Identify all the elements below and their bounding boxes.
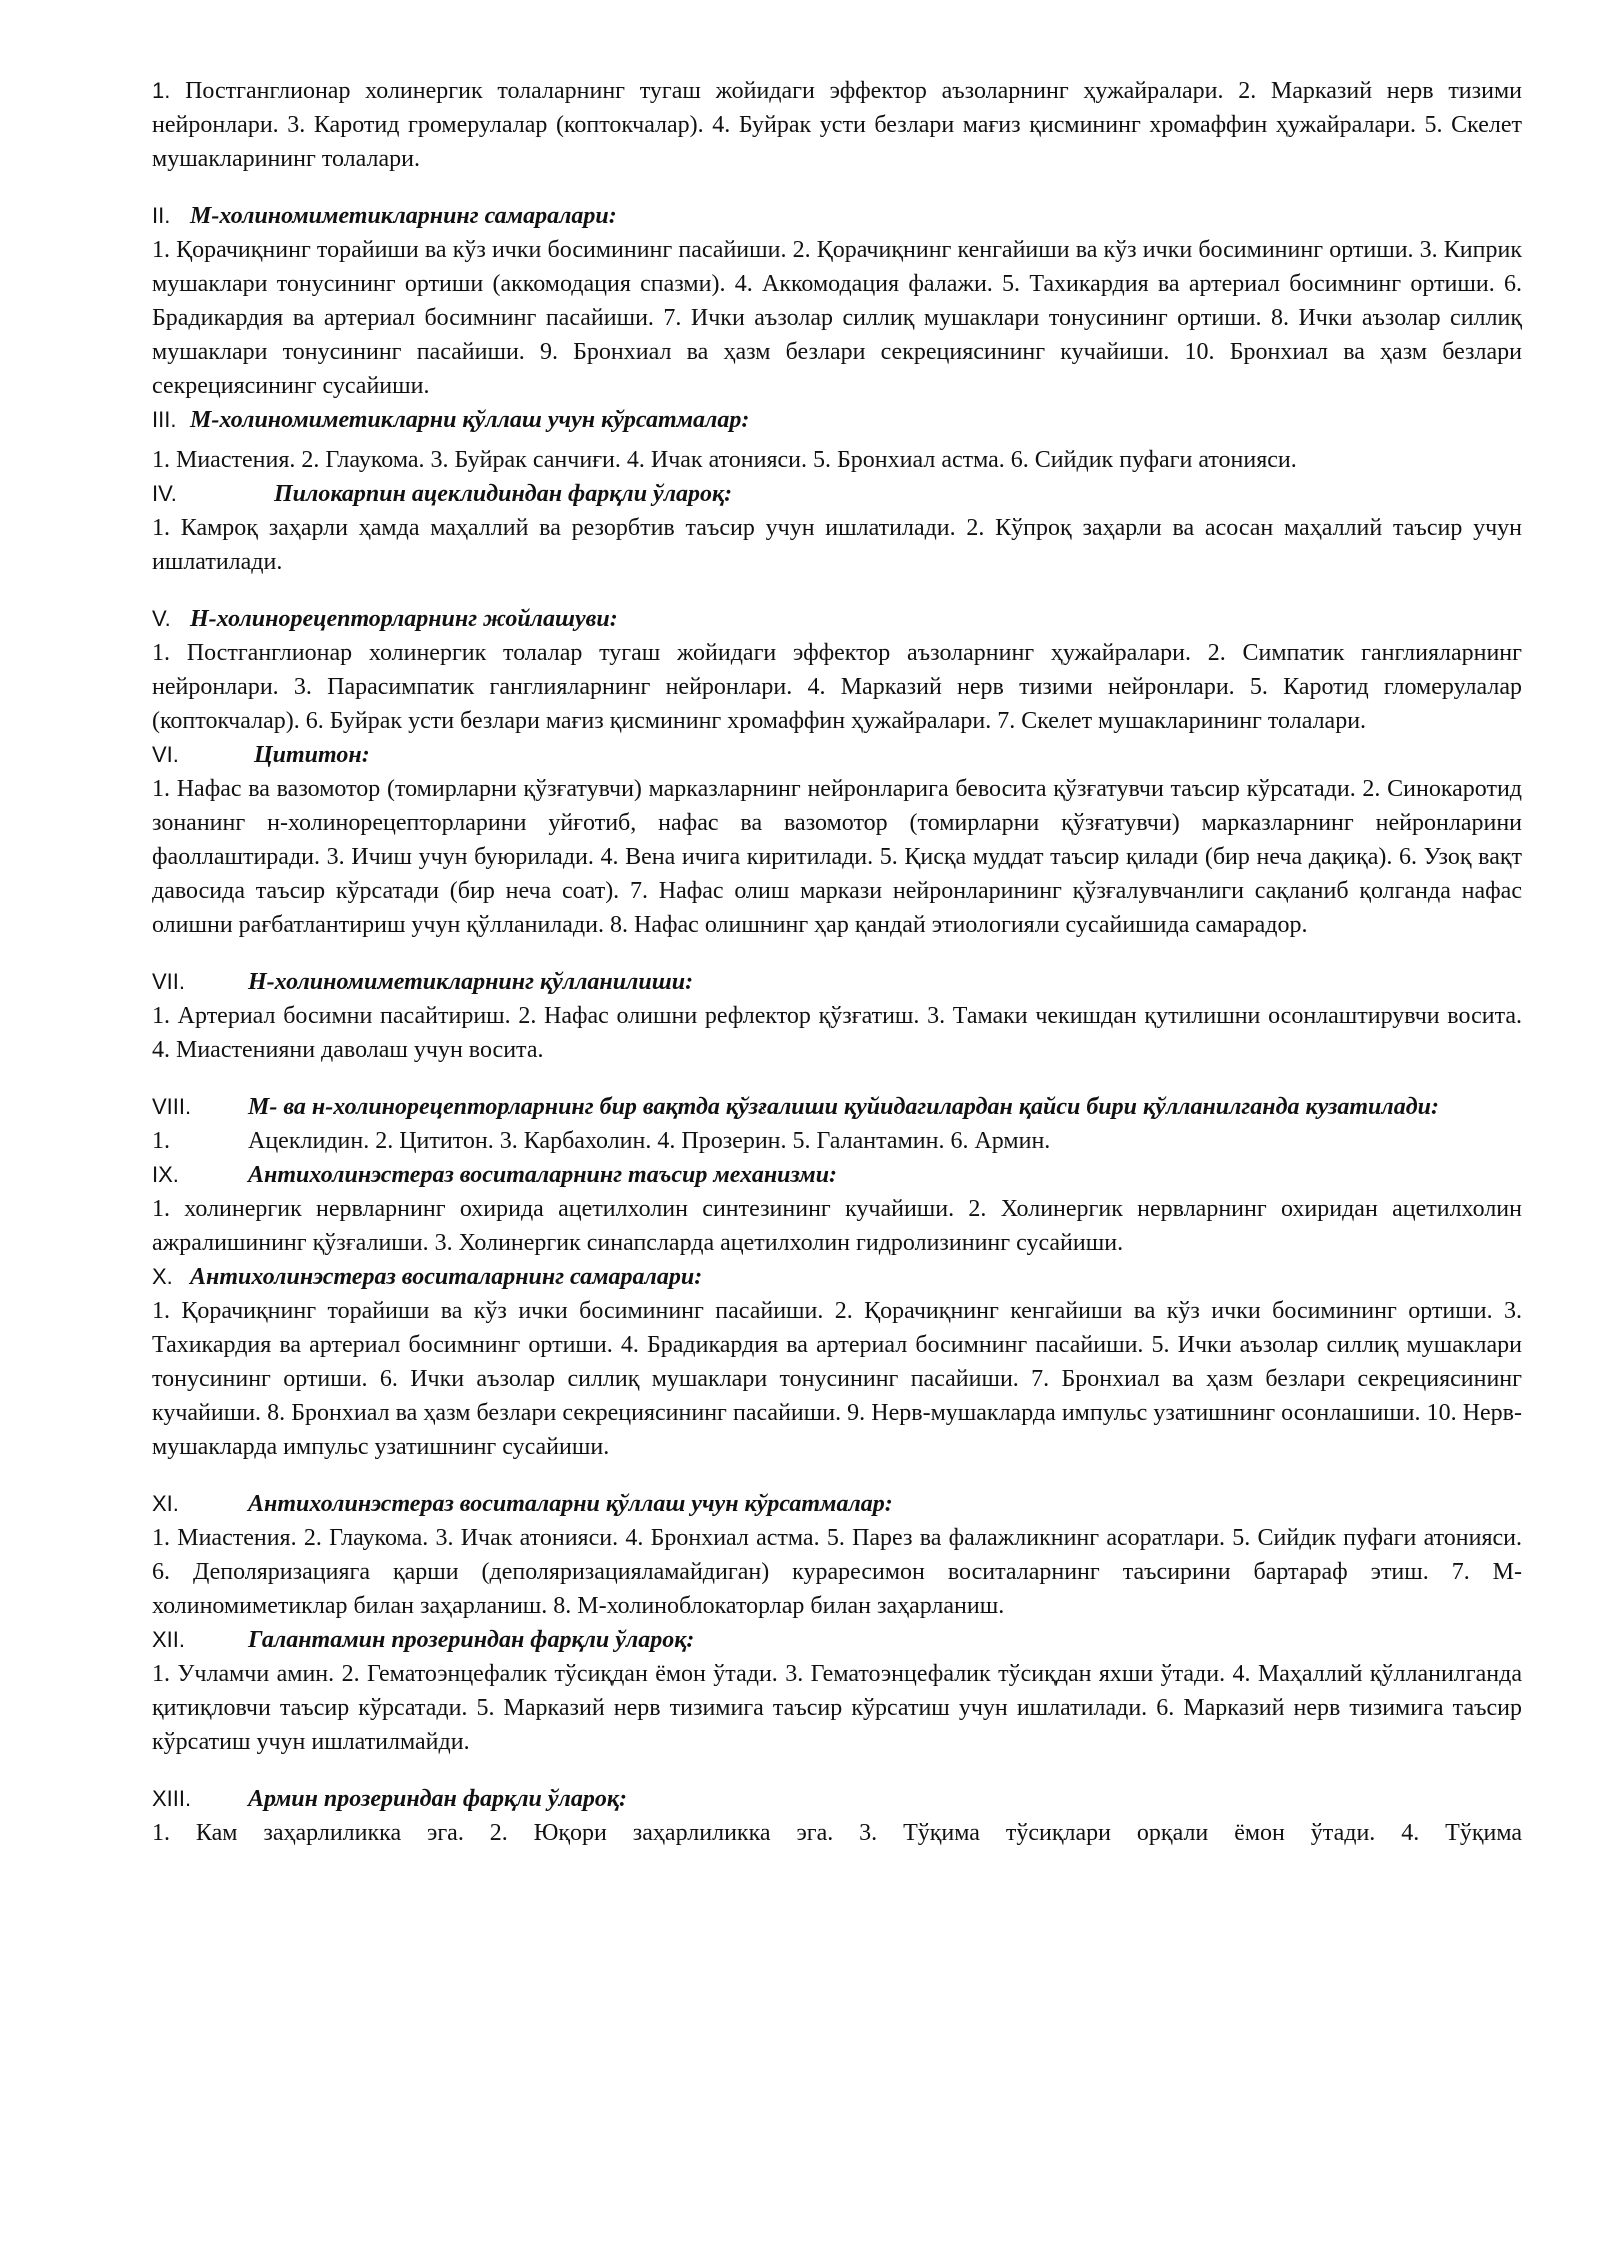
section-x (152, 1260, 1522, 1464)
section-number: X. (152, 1264, 173, 1289)
section-body: 1. Миастения. 2. Глаукома. 3. Ичак атонияси. 4. Бронхиал астма. 5. Парез ва фалажликнинг асоратлари. 5. Сийдик пуфаги атонияси. 6. Деполяризацияга қарши (деполяризацияламайдиган) кураресимон воситаларнинг таъсирини бартараф этиш. 7. М-холиномиметиклар билан заҳарланиш. 8. М-холиноблокаторлар билан заҳарланиш. (152, 1525, 1522, 1619)
section-xiii (152, 1782, 1522, 1850)
section-body: 1. Учламчи амин. 2. Гематоэнцефалик тўсиқдан ёмон ўтади. 3. Гематоэнцефалик тўсиқдан яхши ўтади. 4. Маҳаллий қўлланилганда қитиқловчи таъсир кўрсатади. 5. Марказий нерв тизимига таъсир кўрсатиш учун ишлатилади. 6. Марказий нерв тизимига таъсир кўрсатиш учун ишлатилмайди. (152, 1661, 1522, 1755)
section-ix (152, 1158, 1522, 1260)
section-number: V. (152, 606, 171, 631)
section-heading (152, 1782, 1522, 1816)
section-body: 1. Нафас ва вазомотор (томирларни қўзғатувчи) марказларнинг нейронларига бевосита қўзғатувчи таъсир кўрсатади. 2. Синокаротид зонанинг н-холинорецепторларини уйғотиб, нафас ва вазомотор (томирларни қўзғатувчи) марказларнинг нейронларини фаоллаштиради. 3. Ичиш учун буюрилади. 4. Вена ичига киритилади. 5. Қисқа муддат таъсир қилади (бир неча дақиқа). 6. Узоқ вақт давосида таъсир кўрсатади (бир неча соат). 7. Нафас олиш маркази нейронларининг қўзғалувчанлиги сақланиб қолганда нафас олишни рағбатлантириш учун қўлланилади. 8. Нафас олишнинг ҳар қандай этиологияли сусайишида самарадор. (152, 776, 1522, 938)
section-number: VI. (152, 742, 179, 767)
section-heading (152, 1487, 1522, 1521)
section-heading (152, 1158, 1522, 1192)
section-body: 1. холинергик нервларнинг охирида ацетилхолин синтезининг кучайиши. 2. Холинергик нервларнинг охиридан ацетилхолин ажралишининг қўзғалиши. 3. Холинергик синапсларда ацетилхолин гидролизининг сусайиши. (152, 1196, 1522, 1256)
section-heading (152, 738, 1522, 772)
section-iii (152, 403, 1522, 477)
section-title: Антихолинэстераз воситаларни қўллаш учун кўрсатмалар: (248, 1491, 893, 1517)
section-title: Антихолинэстераз воситаларнинг самаралари: (190, 1264, 703, 1290)
section-body: 1. Артериал босимни пасайтириш. 2. Нафас олишни рефлектор қўзғатиш. 3. Тамаки чекишдан қутилишни осонлаштирувчи восита. 4. Миастенияни даволаш учун восита. (152, 1003, 1522, 1063)
section-heading (152, 1090, 1522, 1124)
section-number: VIII. (152, 1094, 192, 1119)
section-number: XII. (152, 1627, 186, 1652)
section-body-lead: 1. (152, 1128, 170, 1154)
section-vi (152, 738, 1522, 942)
section-body: 1. Қорачиқнинг торайиши ва кўз ички босимининг пасайиши. 2. Қорачиқнинг кенгайиши ва кўз ички босимининг ортиши. 3. Киприк мушаклари тонусининг ортиши (аккомодация спазми). 4. Аккомодация фалажи. 5. Тахикардия ва артериал босимнинг ортиши. 6. Брадикардия ва артериал босимнинг пасайиши. 7. Ички аъзолар силлиқ мушаклари тонусининг ортиши. 8. Ички аъзолар силлиқ мушаклари тонусининг пасайиши. 9. Бронхиал ва ҳазм безлари секрециясининг кучайиши. 10. Бронхиал ва ҳазм безлари секрециясининг сусайиши. (152, 237, 1522, 399)
section-body: 1. Кам заҳарлиликка эга. 2. Юқори заҳарлиликка эга. 3. Тўқима тўсиқлари орқали ёмон ўтади. 4. Тўқима (152, 1820, 1522, 1846)
section-title: М-холиномиметикларнинг самаралари: (190, 203, 617, 229)
section-heading (152, 403, 1522, 437)
section-title: Н-холиномиметикларнинг қўлланилиши: (248, 969, 694, 995)
section-title: М-холиномиметикларни қўллаш учун кўрсатмалар: (190, 407, 750, 433)
section-heading (152, 199, 1522, 233)
section-body-text: Ацеклидин. 2. Цититон. 3. Карбахолин. 4. Прозерин. 5. Галантамин. 6. Армин. (248, 1128, 1051, 1154)
document-page (152, 74, 1522, 1850)
section-heading (152, 477, 1522, 511)
section-title: Галантамин прозериндан фарқли ўлароқ: (248, 1627, 695, 1653)
section-number: XI. (152, 1491, 179, 1516)
section-title: Цититон: (254, 742, 370, 768)
section-ii (152, 199, 1522, 403)
section-number: IX. (152, 1162, 179, 1187)
section-title: Антихолинэстераз воситаларнинг таъсир механизми: (248, 1162, 838, 1188)
section-body: 1. Қорачиқнинг торайиши ва кўз ички босимининг пасайиши. 2. Қорачиқнинг кенгайиши ва кўз ички босимининг ортиши. 3. Тахикардия ва артериал босимнинг ортиши. 4. Брадикардия ва артериал босимнинг пасайиши. 5. Ички аъзолар силлиқ мушаклари тонусининг ортиши. 6. Ички аъзолар силлиқ мушаклари тонусининг пасайиши. 7. Бронхиал ва ҳазм безлари секрециясининг кучайиши. 8. Бронхиал ва ҳазм безлари секрециясининг пасайиши. 9. Нерв-мушакларда импульс узатишнинг осонлашиши. 10. Нерв-мушакларда импульс узатишнинг сусайиши. (152, 1298, 1522, 1460)
section-xii (152, 1623, 1522, 1759)
section-body (152, 1124, 1522, 1158)
intro-text: Постганглионар холинергик толаларнинг тугаш жойидаги эффектор аъзоларнинг ҳужайралари. 2. Марказий нерв тизими нейронлари. 3. Каротид громерулалар (коптокчалар). 4. Буйрак усти безлари мағиз қисмининг хромаффин ҳужайралари. 5. Скелет мушакларининг толалари. (152, 78, 1522, 172)
intro-lead-number: 1. (152, 78, 171, 103)
section-v (152, 602, 1522, 738)
intro-paragraph (152, 74, 1522, 176)
section-title: Н-холинорецепторларнинг жойлашуви: (190, 606, 618, 632)
section-number: II. (152, 203, 171, 228)
section-number: IV. (152, 481, 177, 506)
section-body: 1. Миастения. 2. Глаукома. 3. Буйрак санчиғи. 4. Ичак атонияси. 5. Бронхиал астма. 6. Сийдик пуфаги атонияси. (152, 447, 1297, 473)
section-title: Пилокарпин ацеклидиндан фарқли ўлароқ: (274, 481, 733, 507)
section-vii (152, 965, 1522, 1067)
section-body: 1. Постганглионар холинергик толалар тугаш жойидаги эффектор аъзоларнинг ҳужайралари. 2. Симпатик ганглияларнинг нейронлари. 3. Парасимпатик ганглияларнинг нейронлари. 4. Марказий нерв тизими нейронлари. 5. Каротид гломерулалар (коптокчалар). 6. Буйрак усти безлари мағиз қисмининг хромаффин ҳужайралари. 7. Скелет мушакларининг толалари. (152, 640, 1522, 734)
section-viii (152, 1090, 1522, 1158)
section-heading (152, 965, 1522, 999)
section-heading (152, 1623, 1522, 1657)
section-title: Армин прозериндан фарқли ўлароқ: (248, 1786, 628, 1812)
section-number: III. (152, 407, 177, 432)
section-xi (152, 1487, 1522, 1623)
section-iv (152, 477, 1522, 579)
section-title: М- ва н-холинорецепторларнинг бир вақтда қўзғалиши қуйидагилардан қайси бири қўлланилганда кузатилади: (248, 1094, 1439, 1120)
section-body: 1. Камроқ заҳарли ҳамда маҳаллий ва резорбтив таъсир учун ишлатилади. 2. Кўпроқ заҳарли ва асосан маҳаллий таъсир учун ишлатилади. (152, 515, 1522, 575)
section-number: VII. (152, 969, 186, 994)
section-heading (152, 1260, 1522, 1294)
section-heading (152, 602, 1522, 636)
section-number: XIII. (152, 1786, 192, 1811)
